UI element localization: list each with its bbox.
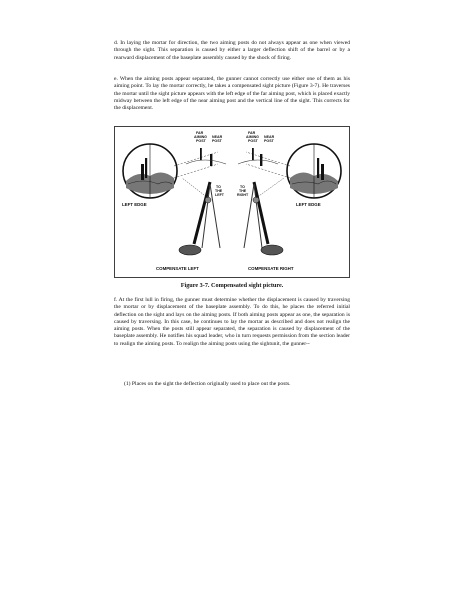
compensated-sight-figure — [114, 126, 350, 278]
svg-text:FAR: FAR — [248, 131, 256, 135]
svg-text:AIMING: AIMING — [246, 135, 259, 139]
svg-text:TO: TO — [216, 185, 221, 189]
svg-text:POST: POST — [212, 139, 222, 143]
paragraph-f1: (1) Places on the sight the deflection originally used to place out the posts. — [124, 381, 291, 387]
svg-text:AIMING: AIMING — [194, 135, 207, 139]
svg-text:RIGHT: RIGHT — [237, 193, 249, 197]
left-sight-circle — [123, 144, 177, 198]
figure-caption: Figure 3-7. Compensated sight picture. — [180, 282, 284, 289]
paragraph-e: e. When the aiming posts appear separated, the gunner cannot correctly use either one of them as his aiming point. To lay the mortar correctly, he takes a compensated sight picture (Figure 3-7). He traverses the mortar until the sight picture appears with the left edge of the far aiming post, which is placed exactly midway between the left edge of the near aiming post and the vertical line of the sight. This corrects for the displacement. — [114, 76, 350, 112]
svg-text:LEFT EDGE: LEFT EDGE — [122, 202, 147, 207]
svg-text:COMPENSATE LEFT: COMPENSATE LEFT — [156, 266, 199, 271]
svg-text:POST: POST — [248, 139, 258, 143]
svg-text:THE: THE — [239, 189, 247, 193]
svg-text:COMPENSATE RIGHT: COMPENSATE RIGHT — [248, 266, 294, 271]
svg-text:NEAR: NEAR — [264, 135, 275, 139]
svg-text:THE: THE — [215, 189, 223, 193]
svg-text:POST: POST — [196, 139, 206, 143]
svg-text:LEFT EDGE: LEFT EDGE — [296, 202, 321, 207]
svg-text:FAR: FAR — [196, 131, 204, 135]
right-sight-circle — [287, 144, 341, 198]
svg-text:TO: TO — [240, 185, 245, 189]
paragraph-d: d. In laying the mortar for direction, the two aiming posts do not always appear as one when viewed through the sight. This separation is caused by either a larger deflection shift of the barrel or by a rearward displacement of the baseplate assembly caused by the shock of firing. — [114, 40, 350, 61]
svg-text:LEFT: LEFT — [215, 193, 224, 197]
svg-text:NEAR: NEAR — [212, 135, 223, 139]
paragraph-f: f. At the first lull in firing, the gunner must determine whether the displacement is caused by traversing the mortar or by displacement of the baseplate assembly. To do this, he places the referred initial deflection on the sight and lays on the aiming posts. If both aiming posts appear as one, the separation is caused by traversing. In this case, he continues to lay the mortar as described and does not realign the aiming posts. When the posts still appear separated, the separation is caused by displacement of the baseplate assembly. He notifies his squad leader, who in turn requests permission from the section leader to realign the aiming posts. To realign the aiming posts using the sightunit, the gunner-- — [114, 297, 350, 347]
svg-text:POST: POST — [264, 139, 274, 143]
